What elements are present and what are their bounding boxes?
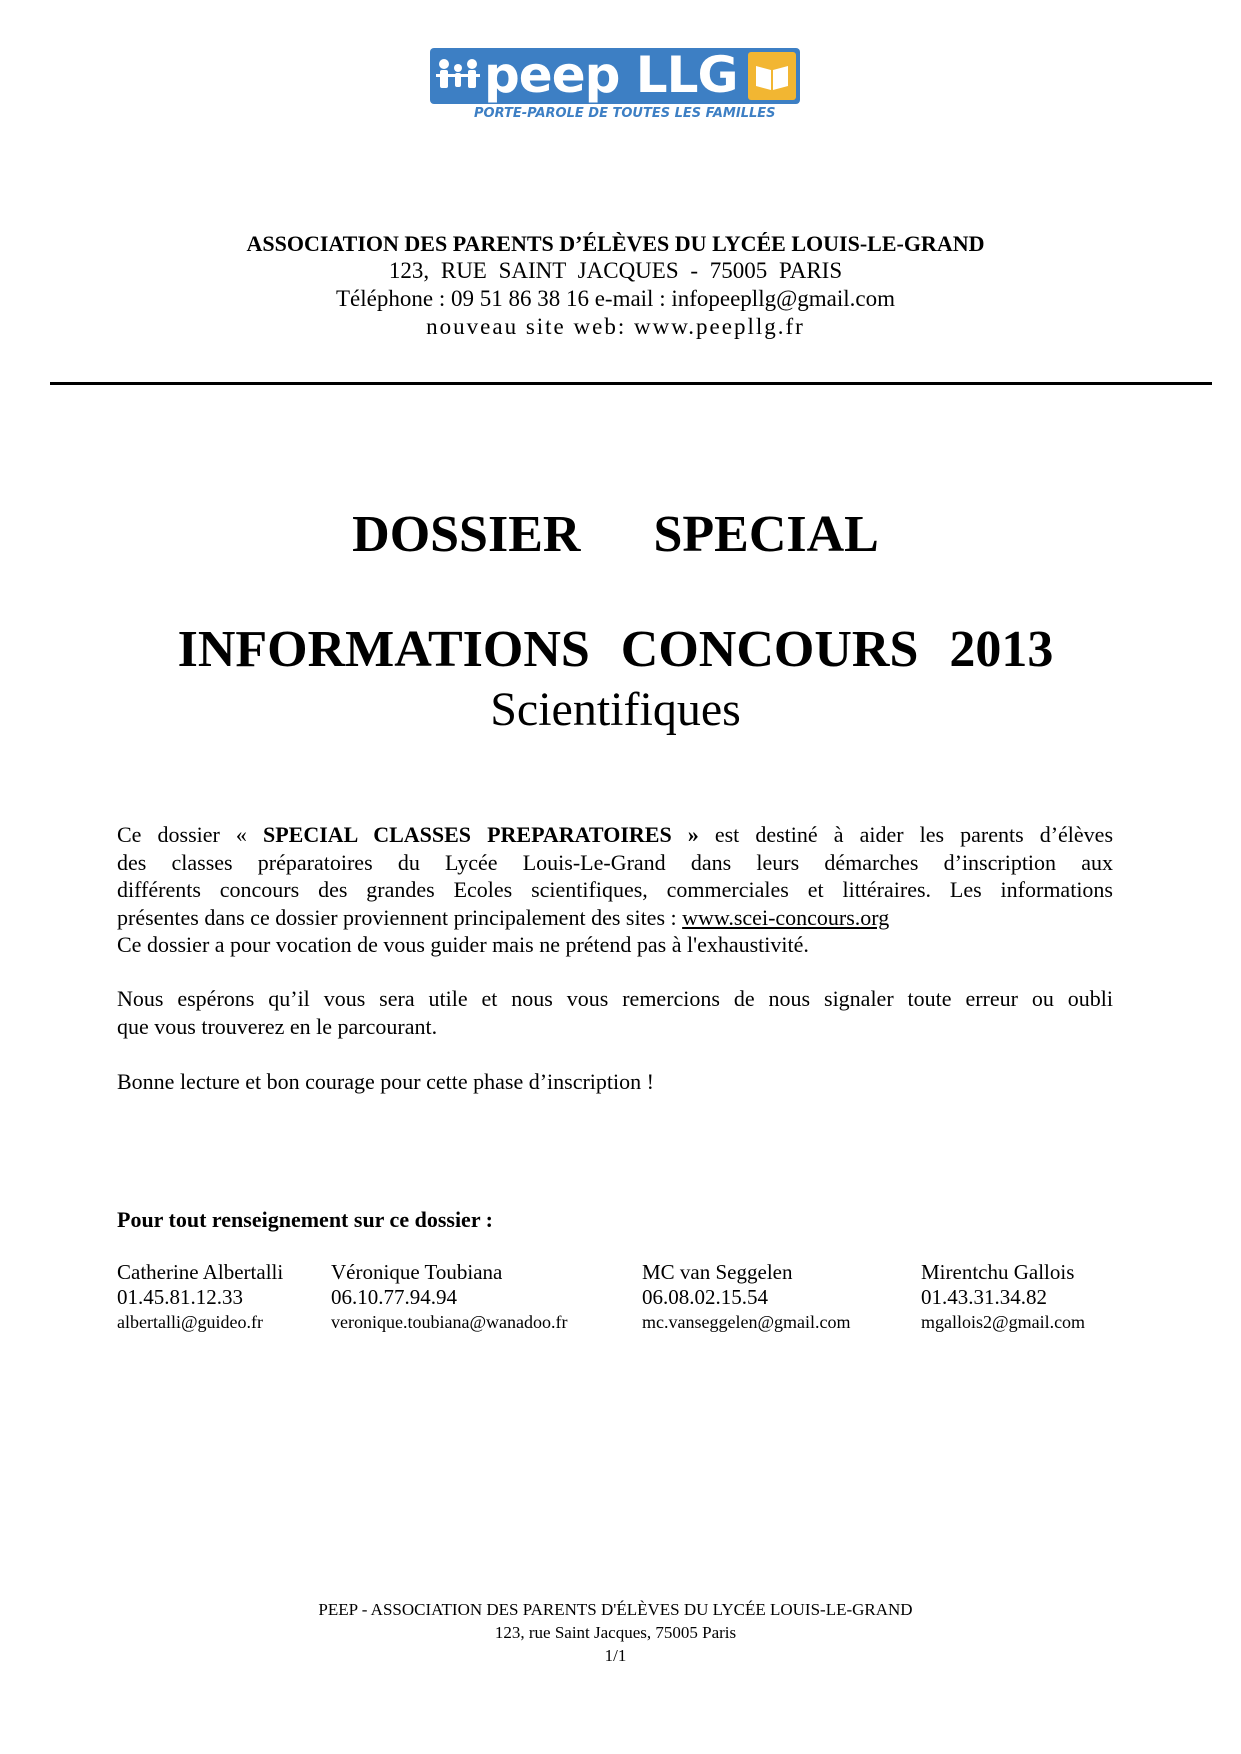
contact-name: Mirentchu Gallois — [921, 1260, 1075, 1284]
association-name: ASSOCIATION DES PARENTS D’ÉLÈVES DU LYCÉE LOUIS-LE-GRAND — [246, 231, 985, 256]
thanks-line-2: que vous trouverez en le parcourant. — [117, 1013, 438, 1039]
intro-paragraph — [117, 821, 1113, 959]
contact-card — [117, 1260, 283, 1335]
intro-line-2: des classes préparatoires du Lycée Louis-Le-Grand dans leurs démarches d’inscription aux — [117, 849, 1113, 875]
thanks-paragraph — [117, 985, 1113, 1040]
title-informations-concours: INFORMATIONS CONCOURS 2013 — [177, 621, 1054, 678]
intro-line-4: présentes dans ce dossier proviennent principalement des sites : www.scei-concours.org — [117, 904, 890, 930]
logo-banner — [430, 48, 800, 104]
contact-email[interactable]: mc.vanseggelen@gmail.com — [642, 1312, 851, 1332]
book-icon — [748, 52, 796, 100]
contact-email[interactable]: veronique.toubiana@wanadoo.fr — [331, 1312, 568, 1332]
contact-phone: 01.45.81.12.33 — [117, 1285, 243, 1309]
footer-association: PEEP - ASSOCIATION DES PARENTS D'ÉLÈVES DU LYCÉE LOUIS-LE-GRAND — [318, 1600, 913, 1619]
intro-bold-label: SPECIAL CLASSES PREPARATOIRES » — [262, 822, 699, 847]
contacts-heading: Pour tout renseignement sur ce dossier : — [117, 1207, 494, 1232]
association-address: 123, RUE SAINT JACQUES - 75005 PARIS — [388, 258, 843, 283]
contact-phone: 06.08.02.15.54 — [642, 1285, 768, 1309]
contact-phone: 01.43.31.34.82 — [921, 1285, 1047, 1309]
scei-concours-link[interactable]: www.scei-concours.org — [682, 904, 890, 930]
contact-phone-email: Téléphone : 09 51 86 38 16 e-mail : infopeepllg@gmail.com — [336, 286, 895, 311]
contact-name: Catherine Albertalli — [117, 1260, 284, 1284]
contact-email[interactable]: mgallois2@gmail.com — [921, 1312, 1086, 1332]
contact-card — [921, 1260, 1085, 1335]
title-dossier-special: DOSSIER SPECIAL — [352, 506, 879, 563]
page-number: 1/1 — [604, 1646, 627, 1665]
intro-line-3: différents concours des grandes Ecoles scientifiques, commerciales et littéraires. Les informations — [117, 877, 1113, 902]
footer-address: 123, rue Saint Jacques, 75005 Paris — [494, 1623, 737, 1642]
header-divider — [50, 382, 1212, 385]
contact-name: Véronique Toubiana — [331, 1260, 503, 1284]
thanks-line-1: Nous espérons qu’il vous sera utile et nous vous remercions de nous signaler toute erreur ou oubli — [117, 986, 1113, 1011]
peep-llg-logo — [430, 48, 800, 128]
closing-paragraph — [117, 1068, 1113, 1096]
intro-line-5: Ce dossier a pour vocation de vous guider mais ne prétend pas à l'exhaustivité. — [117, 932, 809, 957]
logo-wordmark: peep LLG — [484, 46, 738, 104]
subtitle-scientifiques: Scientifiques — [490, 683, 741, 736]
contact-name: MC van Seggelen — [642, 1260, 793, 1284]
contact-phone: 06.10.77.94.94 — [331, 1285, 457, 1309]
website-line: nouveau site web: www.peepllg.fr — [426, 314, 805, 339]
logo-tagline: PORTE-PAROLE DE TOUTES LES FAMILLES — [474, 106, 776, 121]
family-icon — [434, 52, 482, 100]
closing-line: Bonne lecture et bon courage pour cette phase d’inscription ! — [117, 1069, 654, 1094]
intro-line-1: Ce dossier « SPECIAL CLASSES PREPARATOIRES » est destiné à aider les parents d’élèves — [117, 822, 1114, 847]
contact-email[interactable]: albertalli@guideo.fr — [117, 1312, 264, 1332]
contact-card — [642, 1260, 851, 1335]
contact-card — [331, 1260, 568, 1335]
